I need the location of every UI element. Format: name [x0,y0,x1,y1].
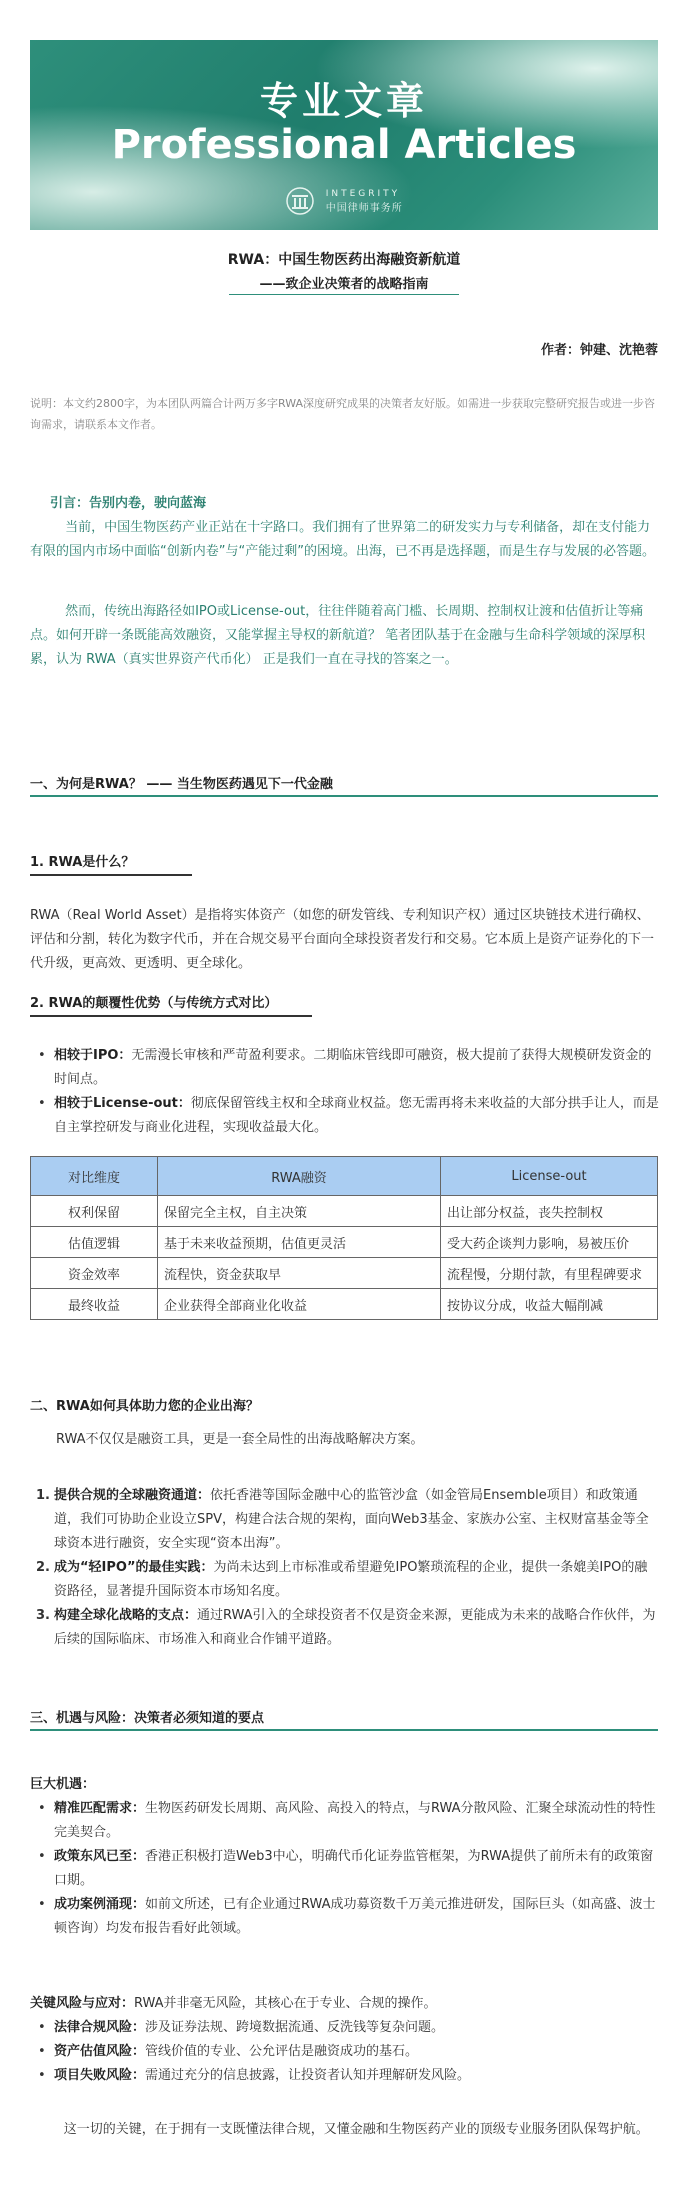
opportunity-label: 政策东风已至： [54,1849,146,1864]
intro-paragraph-1: 当前，中国生物医药产业正站在十字路口。我们拥有了世界第二的研发实力与专利储备，却在支付能力有限的国内市场中面临“创新内卷”与“产能过剩”的困境。出海，已不再是选择题，而是生存与发展的必答题。 [30,520,655,559]
risk-label: 项目失败风险： [54,2068,146,2083]
solution-text: 依托香港等国际金融中心的监管沙盒（如金管局Ensemble项目）和政策通道，我们可协助企业设立SPV，构建合法合规的架构，面向Web3基金、家族办公室、主权财富基金等全球资本进行融资，安全实现“资本出海”。 [54,1488,649,1551]
intro-heading: 引言：告别内卷，驶向蓝海 [50,496,207,511]
table-cell: 出让部分权益，丧失控制权 [441,1196,658,1227]
section-2-title: 二、RWA如何具体助力您的企业出海？ [30,1399,259,1414]
section-2-heading [30,1395,658,1414]
logo-text-en: INTEGRITY [325,188,401,199]
advantage-text: 彻底保留管线主权和全球商业权益。您无需再将未来收益的大部分拱手让人，而是自主掌控研发与商业化进程，实现收益最大化。 [54,1096,659,1135]
title-underline [229,294,459,295]
risk-item [30,2016,660,2040]
risk-text: 需通过充分的信息披露，让投资者认知并理解研发风险。 [145,2068,471,2083]
opportunity-item [30,1845,660,1893]
advantage-item [30,1092,660,1140]
advantage-label: 相较于IPO： [54,1048,132,1063]
advantage-label: 相较于License-out： [54,1096,191,1111]
risk-label: 法律合规风险： [54,2020,146,2035]
section-1-divider [30,795,658,797]
sub-heading-1-underline [30,874,192,876]
pillar-logo-icon [285,186,315,216]
section-3-divider [30,1729,658,1731]
opportunity-text: 香港正积极打造Web3中心，明确代币化证券监管框架，为RWA提供了前所未有的政策窗口期。 [54,1849,654,1888]
opportunity-heading: 巨大机遇： [30,1777,96,1792]
banner-title-cn: 专业文章 [259,79,428,123]
closing-paragraph [30,2118,660,2142]
solution-number: 1. [36,1488,50,1503]
table-cell: 权利保留 [31,1196,158,1227]
solution-number: 2. [36,1560,50,1575]
solution-list [30,1484,660,1652]
table-header-cell: License-out [441,1157,658,1196]
section-1-heading [30,773,658,792]
risk-intro [30,1992,660,2016]
sub-heading-1: 1. RWA是什么？ [30,855,135,870]
section-1-title: 一、为何是RWA？ —— 当生物医药遇见下一代金融 [30,777,333,792]
header-banner [30,40,658,230]
opportunity-label: 精准匹配需求： [54,1801,146,1816]
solution-item [30,1604,660,1652]
risk-label: 资产估值风险： [54,2044,146,2059]
opportunity-label: 成功案例涌现： [54,1897,146,1912]
author-line: 作者：钟建、沈艳蓉 [540,343,658,358]
banner-title-en: Professional Articles [111,122,577,168]
table-header-cell: RWA融资 [158,1157,441,1196]
sub-heading-2: 2. RWA的颠覆性优势（与传统方式对比） [30,996,278,1011]
opportunity-list [30,1797,660,1941]
firm-logo [30,186,658,216]
solution-label: 构建全球化战略的支点： [54,1608,198,1623]
table-cell: 按协议分成，收益大幅削减 [441,1289,658,1320]
opportunity-item [30,1893,660,1941]
table-row [31,1196,658,1227]
table-cell: 资金效率 [31,1258,158,1289]
advantage-item [30,1044,660,1092]
table-cell: 保留完全主权，自主决策 [158,1196,441,1227]
table-cell: 基于未来收益预期，估值更灵活 [158,1227,441,1258]
section-2-lead-text: RWA不仅仅是融资工具，更是一套全局性的出海战略解决方案。 [56,1432,424,1447]
section-2-lead [30,1428,660,1452]
table-cell: 最终收益 [31,1289,158,1320]
sub-heading-2-underline [30,1015,312,1017]
risk-lead: RWA并非毫无风险，其核心在于专业、合规的操作。 [134,1996,437,2011]
section-3-title: 三、机遇与风险：决策者必须知道的要点 [30,1711,265,1726]
logo-text-cn: 中国律师事务所 [325,202,403,214]
table-header-row [31,1157,658,1196]
solution-number: 3. [36,1608,50,1623]
rwa-definition [30,904,660,976]
risk-text: 涉及证券法规、跨境数据流通、反洗钱等复杂问题。 [145,2020,445,2035]
solution-text: 为尚未达到上市标准或希望避免IPO繁琐流程的企业，提供一条媲美IPO的融资路径，显著提升国际资本市场知名度。 [54,1560,648,1599]
solution-label: 成为“轻IPO”的最佳实践： [54,1560,214,1575]
risk-item [30,2064,660,2088]
table-row [31,1289,658,1320]
table-row [31,1227,658,1258]
advantage-text: 无需漫长审核和严苛盈利要求。二期临床管线即可融资，极大提前了获得大规模研发资金的时间点。 [54,1048,652,1087]
article-note: 说明：本文约2800字，为本团队两篇合计两万多字RWA深度研究成果的决策者友好版。如需进一步获取完整研究报告或进一步咨询需求，请联系本文作者。 [30,397,655,431]
table-row [31,1258,658,1289]
table-cell: 企业获得全部商业化收益 [158,1289,441,1320]
rwa-definition-text: RWA（Real World Asset）是指将实体资产（如您的研发管线、专利知识产权）通过区块链技术进行确权、评估和分割，转化为数字代币，并在合规交易平台面向全球投资者发行和交易。它本质上是资产证券化的下一代升级，更高效、更透明、更全球化。 [30,908,655,971]
opportunity-item [30,1797,660,1845]
intro-paragraph-2: 然而，传统出海路径如IPO或License-out，往往伴随着高门槛、长周期、控制权让渡和估值折让等痛点。如何开辟一条既能高效融资，又能掌握主导权的新航道？ 笔者团队基于在金融与生命科学领域的深厚积累，认为 RWA（真实世界资产代币化） 正是我们一直在寻找的答案之一。 [30,604,646,667]
solution-text: 通过RWA引入的全球投资者不仅是资金来源，更能成为未来的战略合作伙伴，为后续的国际临床、市场准入和商业合作铺平道路。 [54,1608,656,1647]
solution-item [30,1556,660,1604]
opportunity-text: 如前文所述，已有企业通过RWA成功募资数千万美元推进研发，国际巨头（如高盛、波士顿咨询）均发布报告看好此领域。 [54,1897,656,1936]
table-header-cell: 对比维度 [31,1157,158,1196]
risk-text: 管线价值的专业、公允评估是融资成功的基石。 [145,2044,419,2059]
table-cell: 流程慢，分期付款，有里程碑要求 [441,1258,658,1289]
table-cell: 受大药企谈判力影响，易被压价 [441,1227,658,1258]
table-cell: 流程快，资金获取早 [158,1258,441,1289]
advantage-list [30,1044,660,1140]
section-3-heading [30,1707,658,1726]
risk-list [30,2016,660,2088]
article-subtitle: ——致企业决策者的战略指南 [259,277,429,292]
table-cell: 估值逻辑 [31,1227,158,1258]
opportunity-text: 生物医药研发长周期、高风险、高投入的特点，与RWA分散风险、汇聚全球流动性的特性完美契合。 [54,1801,656,1840]
solution-item [30,1484,660,1556]
risk-heading: 关键风险与应对： [30,1996,135,2011]
article-title: RWA：中国生物医药出海融资新航道 [227,252,461,268]
risk-item [30,2040,660,2064]
comparison-table [30,1156,658,1320]
closing-text: 这一切的关键，在于拥有一支既懂法律合规，又懂金融和生物医药产业的顶级专业服务团队保驾护航。 [63,2122,649,2137]
solution-label: 提供合规的全球融资通道： [54,1488,211,1503]
